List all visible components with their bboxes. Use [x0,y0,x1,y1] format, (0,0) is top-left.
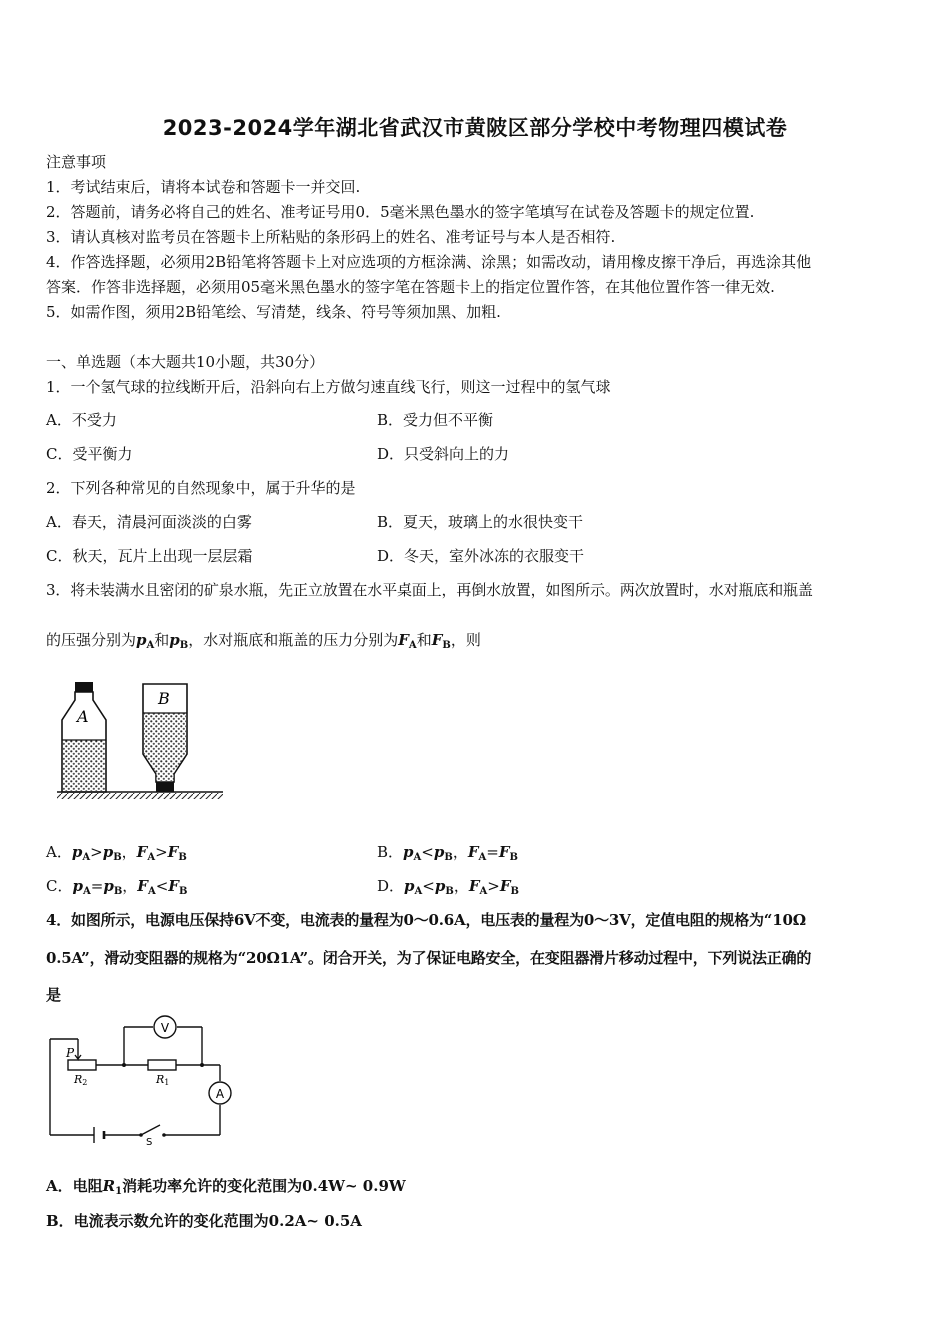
q3-option-d: D．$p_A<p_B$，$F_A>F_B$ [377,877,519,897]
ground-line [57,792,223,799]
bottle-upright [62,682,106,792]
q2-stem: 2．下列各种常见的自然现象中，属于升华的是 [46,479,356,497]
bottle-label-a: A [77,707,89,726]
q1-option-a: A．不受力 [46,411,117,429]
q1-option-c: C．受平衡力 [46,445,133,463]
q3-option-b: B．$p_A<p_B$，$F_A=F_B$ [377,843,518,863]
q3-stem-mid: ，水对瓶底和瓶盖的压力分别为 [188,631,399,649]
switch-label: S [146,1137,153,1145]
q1-option-b: B．受力但不平衡 [377,411,494,429]
notice-item-3: 3．请认真核对监考员在答题卡上所粘贴的条形码上的姓名、准考证号与本人是否相符. [46,228,616,246]
q3-symbol-pB: $p_B$ [169,631,189,651]
q4-option-a: A．电阻$R_1$消耗功率允许的变化范围为0.4W~ 0.9W [46,1177,406,1197]
bottle-label-b: B [158,689,170,708]
q4-stem-line3: 是 [46,986,62,1004]
r2-label: R2 [74,1073,88,1087]
q2-option-c: C．秋天，瓦片上出现一层层霜 [46,547,253,565]
slider-arrow-icon [75,1055,81,1059]
bottles-figure [55,680,225,802]
circuit-figure [46,1015,236,1145]
r1-label: R1 [156,1073,170,1087]
q3-symbol-FB: $F_B$ [431,631,451,651]
battery-icon [94,1127,104,1143]
q3-stem-line1: 3．将未装满水且密闭的矿泉水瓶，先正立放置在水平桌面上，再倒水放置，如图所示。两次放置时，水对瓶底和瓶盖 [46,581,813,599]
q4-stem-line1: 4．如图所示，电源电压保持6V不变，电流表的量程为0～0.6A，电压表的量程为0～3V，定值电阻的规格为“10Ω [46,911,806,929]
q3-symbol-FA: $F_A$ [398,631,417,651]
q3-symbol-pA: $p_A$ [136,631,155,651]
page-title: 2023-2024学年湖北省武汉市黄陂区部分学校中考物理四模试卷 [162,116,788,140]
rheostat-r2 [68,1060,96,1070]
q3-stem-line2: 的压强分别为$p_A$和$p_B$，水对瓶底和瓶盖的压力分别为$F_A$和$F_B$，则 [46,631,481,651]
q4-stem-line2: 0.5A”，滑动变阻器的规格为“20Ω1A”。闭合开关，为了保证电路安全，在变阻器滑片移动过程中，下列说法正确的 [46,949,812,967]
q3-option-c: C．$p_A=p_B$，$F_A<F_B$ [46,877,188,897]
q1-option-d: D．只受斜向上的力 [377,445,510,463]
notice-item-5: 5．如需作图，须用2B铅笔绘、写清楚，线条、符号等须加黑、加粗. [46,303,501,321]
notice-item-2: 2．答题前，请务必将自己的姓名、准考证号用0．5毫米黑色墨水的签字笔填写在试卷及答题卡的规定位置. [46,203,755,221]
q2-option-d: D．冬天，室外冰冻的衣服变干 [377,547,585,565]
q3-stem-end: ，则 [450,631,481,649]
resistor-r1 [148,1060,176,1070]
q3-stem-pre: 的压强分别为 [46,631,137,649]
notice-heading: 注意事项 [46,153,107,171]
voltmeter-label: V [160,1021,170,1035]
switch-icon [139,1125,166,1137]
section-heading: 一、单选题（本大题共10小题，共30分） [46,353,325,371]
notice-item-1: 1．考试结束后，请将本试卷和答题卡一并交回. [46,178,361,196]
q1-stem: 1．一个氢气球的拉线断开后，沿斜向右上方做匀速直线飞行，则这一过程中的氢气球 [46,378,611,396]
q2-option-a: A．春天，清晨河面淡淡的白雾 [46,513,252,531]
q4-option-b: B．电流表示数允许的变化范围为0.2A~ 0.5A [46,1212,362,1230]
notice-item-4: 4．作答选择题，必须用2B铅笔将答题卡上对应选项的方框涂满、涂黑；如需改动，请用橡皮擦干净后，再选涂其他 [46,253,812,271]
q2-option-b: B．夏天，玻璃上的水很快变干 [377,513,584,531]
slider-label: P [66,1046,75,1060]
q3-option-a: A．$p_A>p_B$，$F_A>F_B$ [46,843,187,863]
ammeter-label: A [215,1087,225,1101]
notice-item-4-cont: 答案．作答非选择题，必须用05毫米黑色墨水的签字笔在答题卡上的指定位置作答，在其他位置作答一律无效. [46,278,775,296]
